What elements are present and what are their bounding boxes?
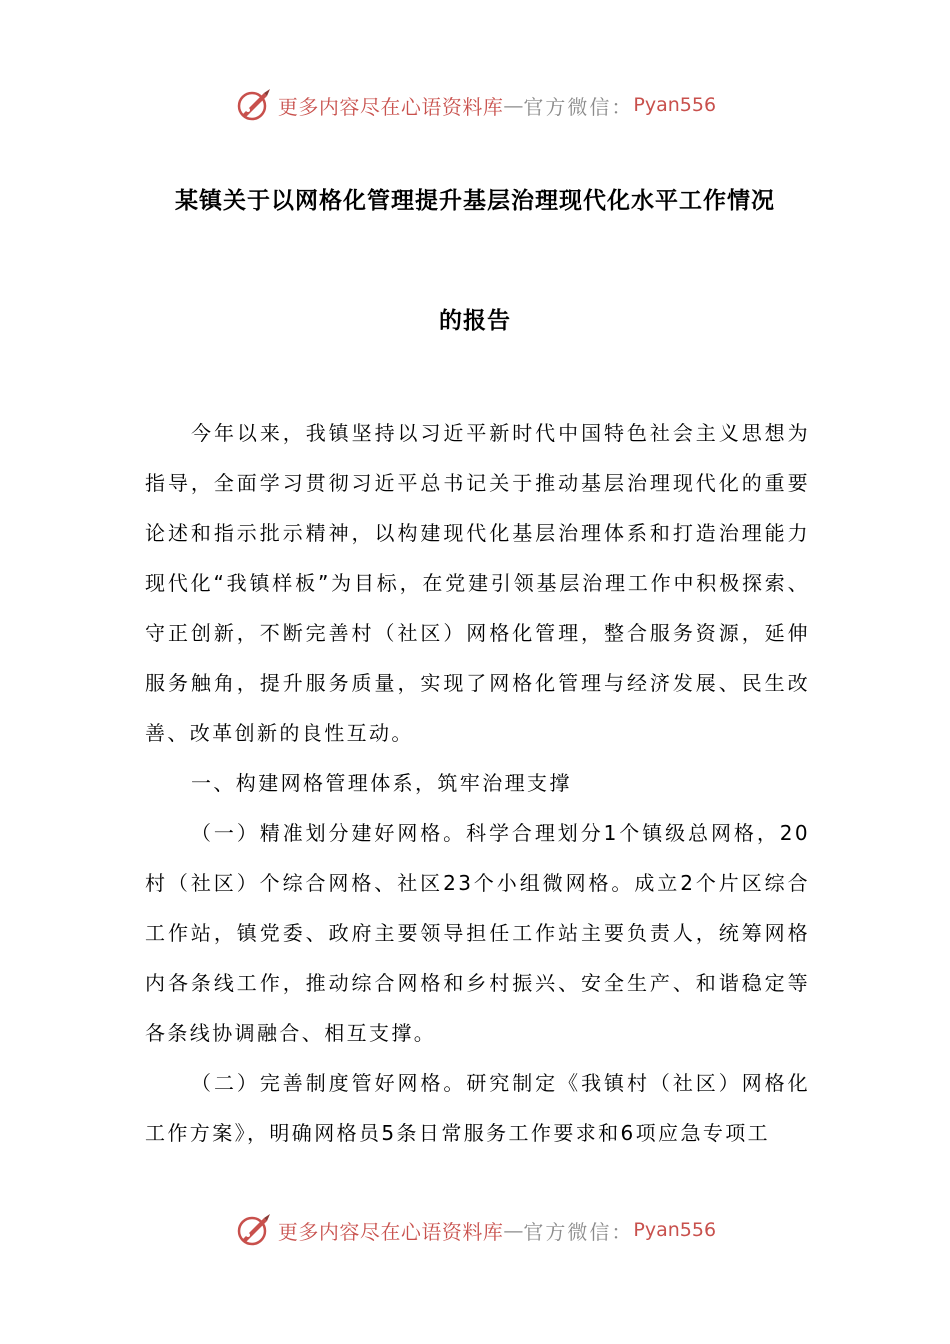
paragraph-intro: 今年以来，我镇坚持以习近平新时代中国特色社会主义思想为指导，全面学习贯彻习近平总书记关于推动基层治理现代化的重要论述和指示批示精神，以构建现代化基层治理体系和打造治理能力现代化“我镇样板”为目标，在党建引领基层治理工作中积极探索、守正创新，不断完善村（社区）网格化管理，整合服务资源，延伸服务触角，提升服务质量，实现了网格化管理与经济发展、民生改善、改革创新的良性互动。 — [145, 421, 810, 745]
banner-wechat-label: 官方微信： — [523, 94, 634, 119]
banner-wechat-id: Pyan556 — [633, 1219, 717, 1241]
banner-dash: — — [503, 1218, 524, 1242]
pen-logo-icon — [234, 1210, 274, 1250]
banner-wechat-label: 官方微信： — [523, 1219, 634, 1244]
banner-dash: — — [503, 93, 524, 117]
banner-promo-text: 更多内容尽在心语资料库 — [277, 94, 504, 119]
paragraph-1-1: （一）精准划分建好网格。科学合理划分1个镇级总网格，20村（社区）个综合网格、社区23个小组微网格。成立2个片区综合工作站，镇党委、政府主要领导担任工作站主要负责人，统筹网格内各条线工作，推动综合网格和乡村振兴、安全生产、和谐稳定等各条线协调融合、相互支撑。 — [145, 821, 810, 1045]
header-watermark-banner — [0, 80, 950, 130]
banner-promo-text: 更多内容尽在心语资料库 — [277, 1219, 504, 1244]
document-title-line-1: 某镇关于以网格化管理提升基层治理现代化水平工作情况 — [175, 188, 775, 214]
footer-watermark-banner — [0, 1205, 950, 1255]
section-heading-1: 一、构建网格管理体系，筑牢治理支撑 — [191, 771, 572, 795]
paragraph-1-2: （二）完善制度管好网格。研究制定《我镇村（社区）网格化工作方案》，明确网格员5条日常服务工作要求和6项应急专项工 — [145, 1071, 810, 1145]
document-title-line-2: 的报告 — [439, 308, 511, 334]
banner-wechat-id: Pyan556 — [633, 94, 717, 116]
document-body — [145, 408, 810, 1158]
pen-logo-icon — [234, 85, 274, 125]
